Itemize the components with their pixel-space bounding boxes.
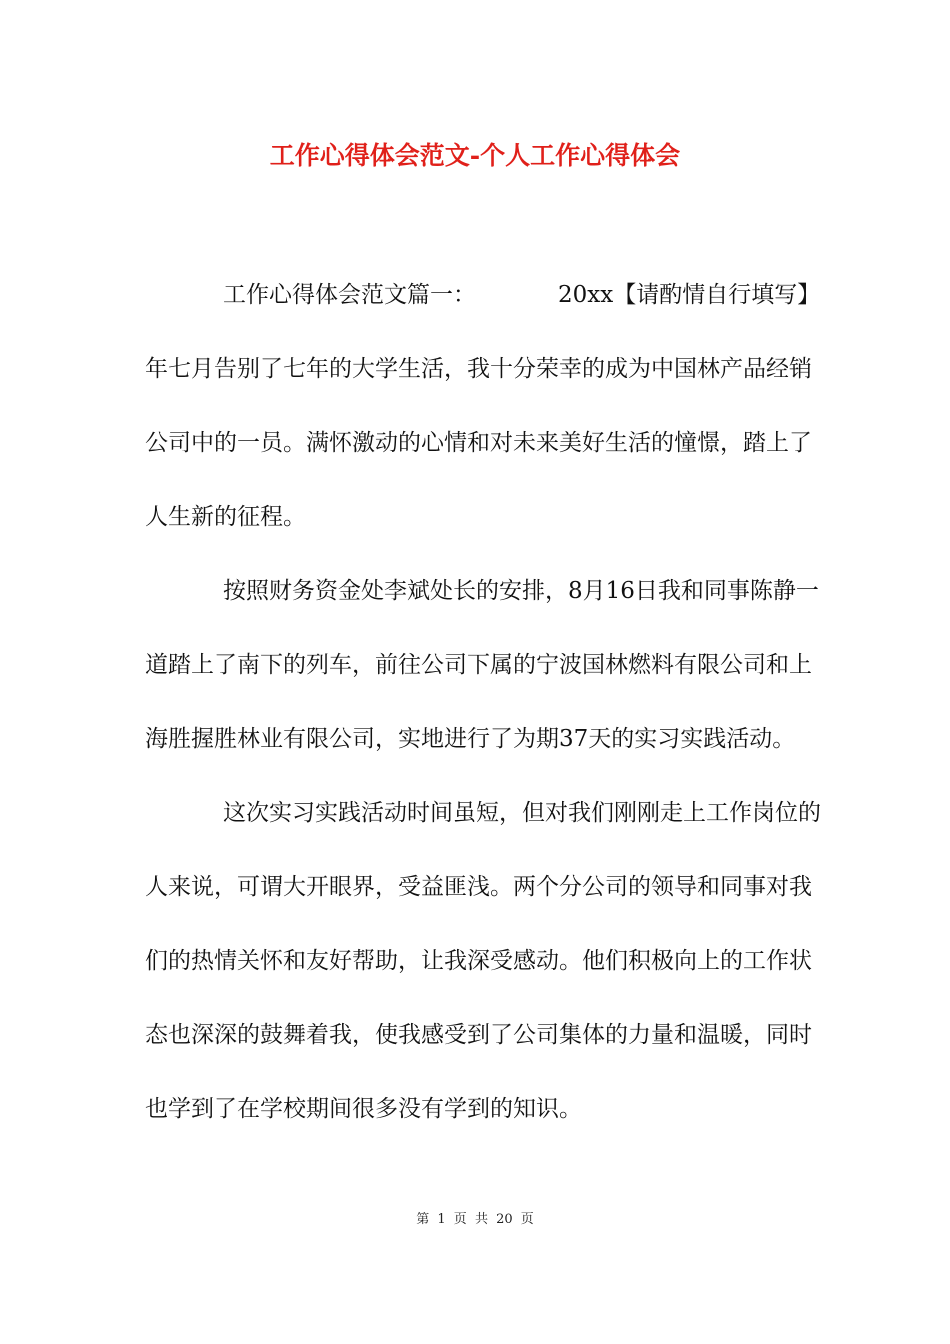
paragraph-line: 态也深深的鼓舞着我，使我感受到了公司集体的力量和温暖，同时 — [145, 1022, 812, 1048]
paragraph-line: 按照财务资金处李斌处长的安排，8月16日我和同事陈静一 — [223, 578, 819, 604]
footer-prefix: 第 — [416, 1212, 430, 1227]
paragraph-line: 也学到了在学校期间很多没有学到的知识。 — [145, 1096, 582, 1122]
heading-placeholder: 20xx【请酌情自行填写】 — [558, 282, 821, 308]
paragraph-line: 人生新的征程。 — [145, 504, 306, 530]
document-title: 工作心得体会范文-个人工作心得体会 — [269, 141, 681, 170]
page-footer — [0, 1208, 950, 1227]
paragraph-line: 这次实习实践活动时间虽短，但对我们刚刚走上工作岗位的 — [223, 800, 821, 826]
heading-label: 工作心得体会范文篇一： — [223, 282, 476, 308]
document-body — [145, 258, 821, 1146]
footer-current-page: 1 — [437, 1212, 446, 1227]
paragraph-line: 年七月告别了七年的大学生活，我十分荣幸的成为中国林产品经销 — [145, 356, 812, 382]
paragraph-line: 海胜握胜林业有限公司，实地进行了为期37天的实习实践活动。 — [145, 726, 796, 752]
footer-total-pages: 20 — [496, 1212, 513, 1227]
paragraph-line: 人来说，可谓大开眼界，受益匪浅。两个分公司的领导和同事对我 — [145, 874, 812, 900]
footer-page-word: 页 — [453, 1212, 467, 1227]
footer-suffix: 页 — [520, 1212, 534, 1227]
paragraph-line: 们的热情关怀和友好帮助，让我深受感动。他们积极向上的工作状 — [145, 948, 812, 974]
paragraph-line: 公司中的一员。满怀激动的心情和对未来美好生活的憧憬，踏上了 — [145, 430, 812, 456]
heading-line — [145, 258, 821, 332]
paragraph-line: 道踏上了南下的列车，前往公司下属的宁波国林燃料有限公司和上 — [145, 652, 812, 678]
footer-total-word: 共 — [474, 1212, 488, 1227]
